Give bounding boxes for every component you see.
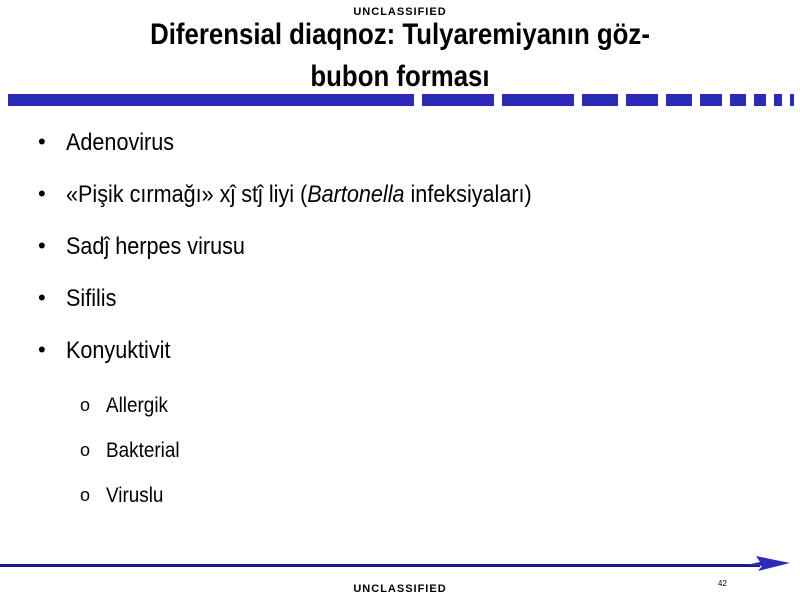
bullet-dot-icon: • (38, 181, 46, 206)
bullet-item (38, 281, 778, 333)
bullet-text-start: «Pişik cırmağı» xĵ stĵ liyi ( (66, 181, 308, 208)
sub-bullet-item (38, 430, 778, 475)
bullet-text: Adenovirus (66, 129, 175, 156)
bullet-dot-icon: • (38, 233, 46, 258)
bullet-text: Konyuktivit (66, 337, 171, 364)
sub-bullet-text: Viruslu (106, 484, 164, 507)
bullet-item (38, 333, 778, 385)
classification-banner-top: UNCLASSIFIED (353, 6, 447, 18)
sub-bullet-circle-icon: o (80, 485, 91, 505)
bullet-dot-icon: • (38, 285, 46, 310)
classification-banner-bottom: UNCLASSIFIED (353, 583, 447, 595)
slide-title (108, 14, 693, 98)
slide-title-line-1: Diferensial diaqnoz: Tulyaremiyanın göz- (150, 18, 650, 51)
title-decorative-bar (8, 94, 794, 106)
sub-bullet-text: Allergik (106, 394, 168, 417)
sub-bullet-circle-icon: o (80, 395, 91, 415)
bullet-list (38, 125, 778, 520)
bullet-text-italic: Bartonella (307, 181, 405, 208)
sub-bullet-text: Bakterial (106, 439, 180, 462)
footer-divider-line (0, 564, 760, 567)
bullet-item (38, 177, 778, 229)
bullet-text-end: infeksiyaları) (404, 181, 532, 208)
bullet-dot-icon: • (38, 337, 46, 362)
page-number: 42 (718, 579, 727, 588)
sub-bullet-item (38, 475, 778, 520)
sub-bullet-item (38, 385, 778, 430)
footer-arrow-icon (746, 553, 790, 573)
bullet-text: Sadĵ herpes virusu (66, 233, 245, 260)
bullet-text (66, 181, 532, 209)
bullet-item (38, 229, 778, 281)
bullet-item (38, 125, 778, 177)
bullet-dot-icon: • (38, 129, 46, 154)
slide-title-line-2: bubon forması (310, 60, 490, 93)
sub-bullet-circle-icon: o (80, 440, 91, 460)
bullet-text: Sifilis (66, 285, 117, 312)
